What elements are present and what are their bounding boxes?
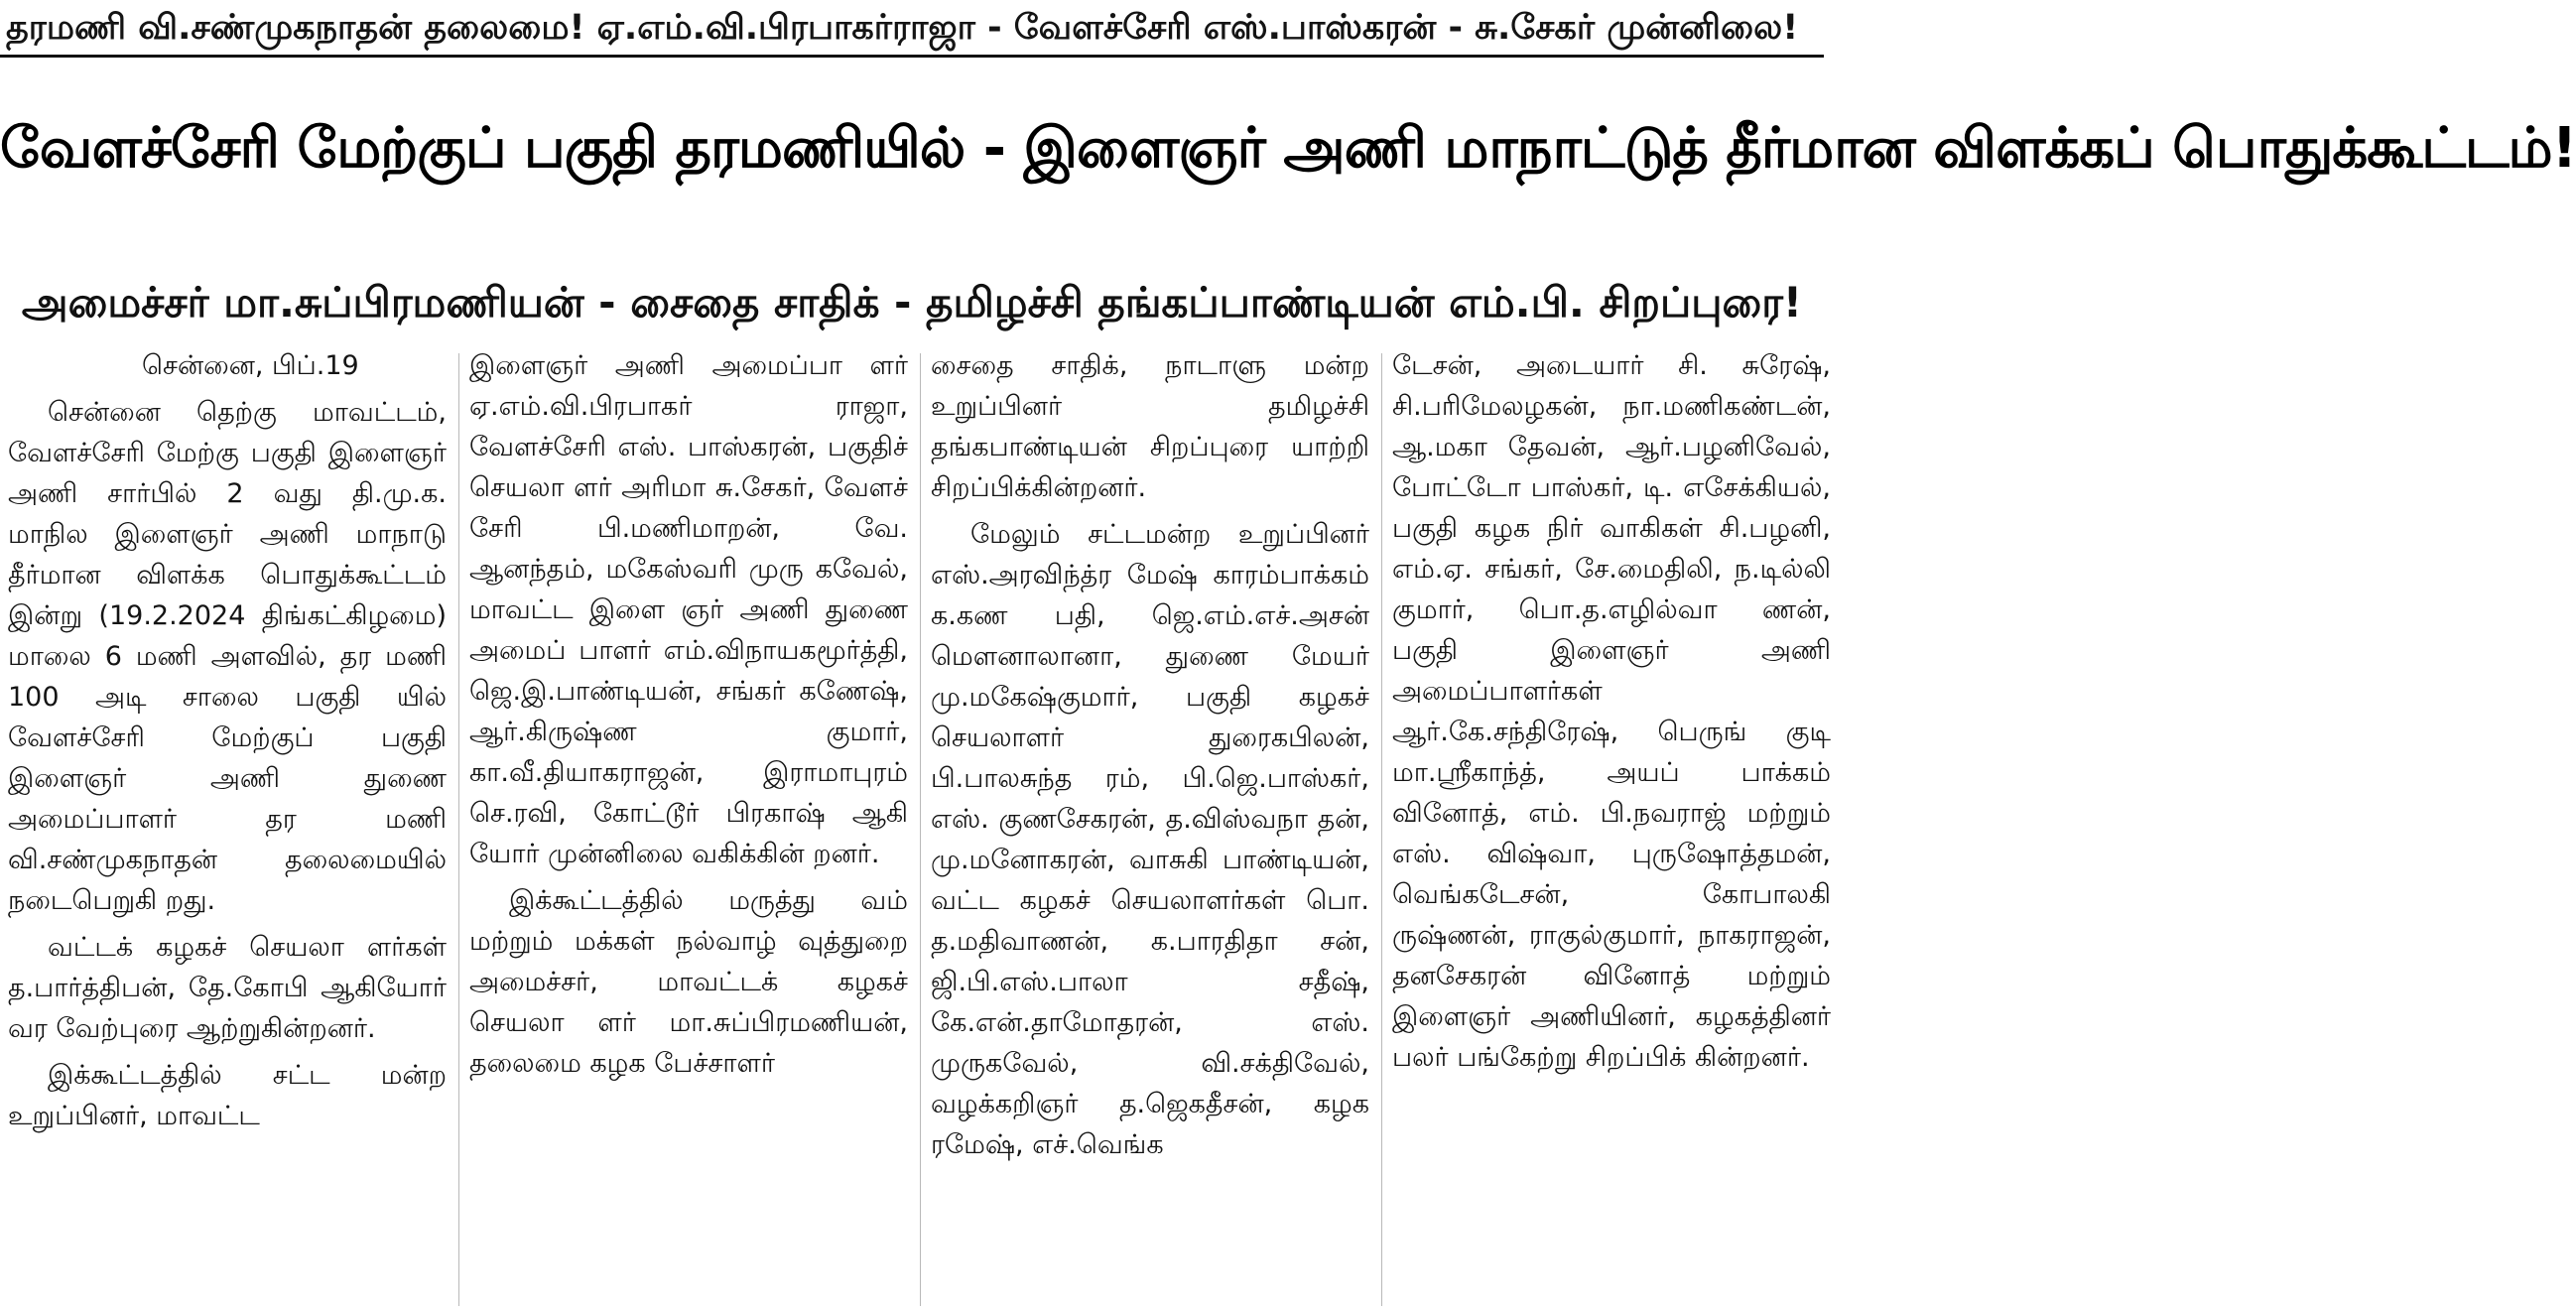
paragraph: சென்னை தெற்கு மாவட்டம், வேளச்சேரி மேற்கு பகுதி இளைஞர் அணி சார்பில் 2 வது தி.மு.க. மாநில இளைஞர் அணி மாநாடு தீர்மான விளக்க பொதுக்கூட்டம் இன்று (19.2.2024 திங்கட்கிழமை) மாலை 6 மணி அளவில், தர மணி 100 அடி சாலை பகுதி யில் வேளச்சேரி மேற்குப் பகுதி இளைஞர் அணி துணை அமைப்பாளர் தர மணி வி.சண்முகநாதன் தலைமையில் நடைபெறுகி றது.	[8, 397, 447, 916]
paragraph: இளைஞர் அணி அமைப்பா ளர் ஏ.எம்.வி.பிரபாகர் ராஜா, வேளச்சேரி எஸ். பாஸ்கரன், பகுதிச் செயலா ளர் அரிமா சு.சேகர், வேளச் சேரி பி.மணிமாறன், வே. ஆனந்தம், மகேஸ்வரி முரு கவேல், மாவட்ட இளை ஞர் அணி துணை அமைப் பாளர் எம்.விநாயகமூர்த்தி, ஜெ.இ.பாண்டியன், சங்கர் கணேஷ், ஆர்.கிருஷ்ண குமார், கா.வீ.தியாகராஜன், இராமாபுரம் செ.ரவி, கோட்டூர் பிரகாஷ் ஆகி யோர் முன்னிலை வகிக்கின் றனர்.	[469, 350, 908, 869]
paragraph: இக்கூட்டத்தில் சட்ட மன்ற உறுப்பினர், மாவட்ட	[8, 1060, 447, 1131]
dateline: சென்னை, பிப்.19	[142, 350, 359, 381]
kicker-divider	[0, 55, 1824, 58]
column-divider	[1381, 353, 1382, 1306]
column-4	[1392, 345, 1831, 1312]
column-2	[469, 345, 908, 1312]
paragraph: டேசன், அடையார் சி. சுரேஷ், சி.பரிமேலழகன், நா.மணிகண்டன், ஆ.மகா தேவன், ஆர்.பழனிவேல், போட்டோ பாஸ்கர், டி. எசேக்கியல், பகுதி கழக நிர் வாகிகள் சி.பழனி, எம்.ஏ. சங்கர், சே.மைதிலி, ந.டில்லி குமார், பொ.த.எழில்வா ணன், பகுதி இளைஞர் அணி அமைப்பாளர்கள் ஆர்.கே.சந்திரேஷ், பெருங் குடி மா.ஸ்ரீகாந்த், அயப் பாக்கம் வினோத், எம். பி.நவராஜ் மற்றும் எஸ். விஷ்வா, புருஷோத்தமன், வெங்கடேசன், கோபாலகி ருஷ்ணன், ராகுல்குமார், நாகராஜன், தனசேகரன் வினோத் மற்றும் இளைஞர் அணியினர், கழகத்தினர் பலர் பங்கேற்று சிறப்பிக் கின்றனர்.	[1392, 350, 1831, 1073]
kicker-line: தரமணி வி.சண்முகநாதன் தலைமை! ஏ.எம்.வி.பிரபாகர்ராஜா - வேளச்சேரி எஸ்.பாஸ்கரன் - சு.சேகர் முன்னிலை!	[6, 8, 1799, 48]
paragraph: மேலும் சட்டமன்ற உறுப்பினர் எஸ்.அரவிந்த்ர மேஷ் காரம்பாக்கம் க.கண பதி, ஜெ.எம்.எச்.அசன் மௌனாலானா, துணை மேயர் மு.மகேஷ்குமார், பகுதி கழகச் செயலாளர் துரைகபிலன், பி.பாலசுந்த ரம், பி.ஜெ.பாஸ்கர், எஸ். குணசேகரன், த.விஸ்வநா தன், மு.மனோகரன், வாசுகி பாண்டியன், வட்ட கழகச் செயலாளர்கள் பொ. த.மதிவாணன், க.பாரதிதா சன், ஜி.பி.எஸ்.பாலா சதீஷ், கே.என்.தாமோதரன், எஸ். முருகவேல், வி.சக்திவேல், வழக்கறிஞர் த.ஜெகதீசன், கழக ரமேஷ், எச்.வெங்க	[931, 519, 1369, 1160]
column-divider	[458, 353, 459, 1306]
column-divider	[920, 353, 921, 1306]
paragraph: வட்டக் கழகச் செயலா ளர்கள் த.பார்த்திபன், தே.கோபி ஆகியோர் வர வேற்புரை ஆற்றுகின்றனர்.	[8, 932, 447, 1044]
subheadline: அமைச்சர் மா.சுப்பிரமணியன் - சைதை சாதிக் - தமிழச்சி தங்கப்பாண்டியன் எம்.பி. சிறப்புரை!	[21, 278, 1803, 327]
paragraph: இக்கூட்டத்தில் மருத்து வம் மற்றும் மக்கள் நல்வாழ் வுத்துறை அமைச்சர், மாவட்டக் கழகச் செயலா ளர் மா.சுப்பிரமணியன், தலைமை கழக பேச்சாளர்	[469, 885, 908, 1079]
paragraph: சைதை சாதிக், நாடாளு மன்ற உறுப்பினர் தமிழச்சி தங்கபாண்டியன் சிறப்புரை யாற்றி சிறப்பிக்கின்றனர்.	[931, 350, 1369, 503]
column-1	[8, 345, 447, 1312]
headline: வேளச்சேரி மேற்குப் பகுதி தரமணியில் - இளைஞர் அணி மாநாட்டுத் தீர்மான விளக்கப் பொதுக்கூட்டம்!	[0, 116, 2576, 181]
article-body	[8, 345, 1831, 1312]
column-3	[931, 345, 1369, 1312]
